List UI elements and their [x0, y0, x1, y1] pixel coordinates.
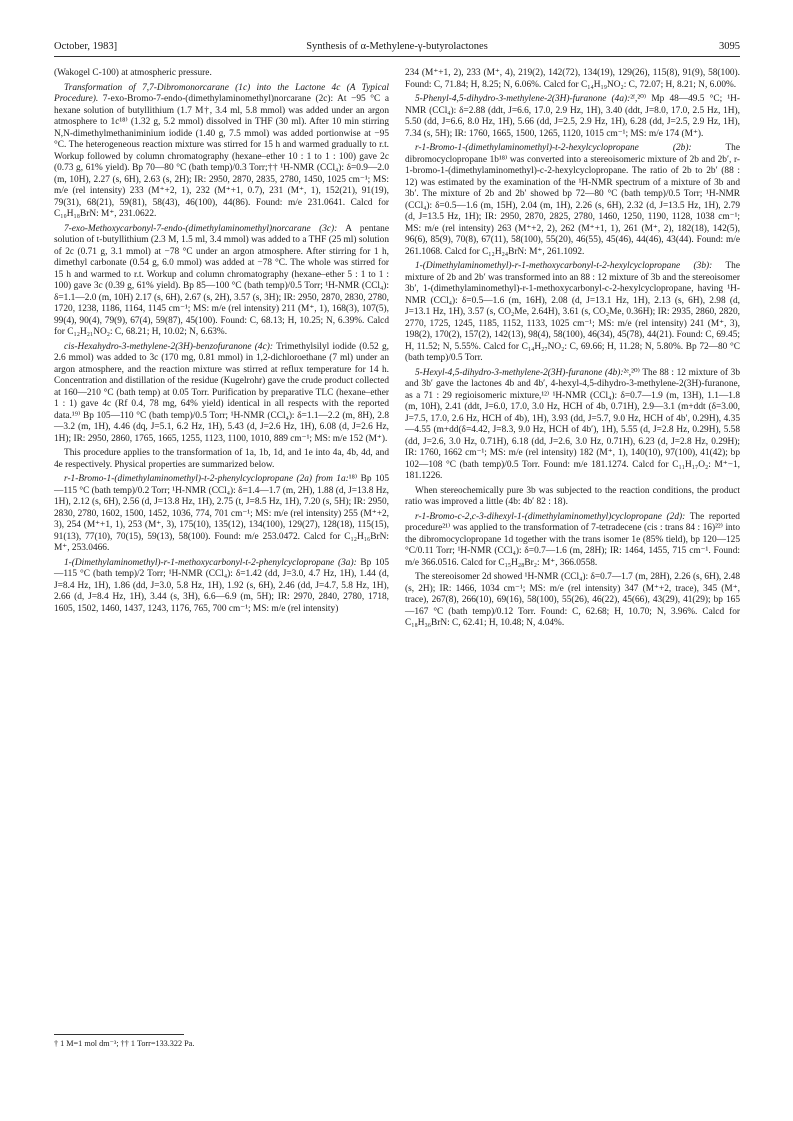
paragraph-heading: r-1-Bromo-1-(dimethylaminomethyl)-t-2-phenylcyclopropane (2a) from 1a:: [64, 474, 349, 484]
paragraph-heading: 5-Hexyl-4,5-dihydro-3-methylene-2(3H)-furanone (4b):: [415, 367, 624, 378]
paragraph: [405, 143, 740, 258]
paragraph-heading: r-1-Bromo-1-(dimethylaminomethyl)-t-2-hexylcyclopropane (2b):: [415, 143, 692, 153]
paragraph: [54, 474, 389, 555]
paragraph: [405, 486, 740, 509]
paragraph: [54, 342, 389, 446]
paragraph: [405, 368, 740, 483]
paragraph-text: ¹⁸⁾ Bp 105—115 °C (bath temp)/0.2 Torr; ¹H-NMR (CCl₄): δ=1.4—1.7 (m, 2H), 1.88 (d, J=13.8 Hz, 1H), 2.12 (s, 6H), 2.56 (d, J=13.8 Hz, 1H), 2.75 (t, J=8.5 Hz, 1H), 7.20 (s, 5H); IR: 2950, 2830, 2780, 1602, 1500, 1452, 1036, 774, 701 cm⁻¹; MS: m/e (rel intensity) 255 (M⁺+2, 3), 254 (M⁺+1, 1), 253 (M⁺, 3), 175(10), 135(12), 134(100), 129(27), 128(18), 115(15), 91(13), 77(10), 70(15), 59(13), 58(100). Found: m/e 253.0472. Calcd for C₁₂H₁₆BrN: M⁺, 253.0466.: [54, 474, 389, 553]
header-rule: [54, 56, 740, 57]
paragraph: [405, 512, 740, 570]
paragraph-text: 234 (M⁺+1, 2), 233 (M⁺, 4), 219(2), 142(72), 134(19), 129(26), 115(8), 91(9), 58(100). Found: C, 71.84; H, 8.25; N, 6.06%. Calcd for C₁₄H₁₉NO₂: C, 72.07; H, 8.21; N, 6.00%.: [405, 68, 740, 90]
paragraph-text: Trimethylsilyl iodide (0.52 g, 2.6 mmol) was added to 3c (170 mg, 0.81 mmol) in 1,2-dichloroethane (7 ml) under an argon atmosphere, and the reaction mixture was stirred at reflux temperature for 14 h. Concentration and distillation of the residue (Kugelrohr) gave the crude product collected at 160—210 °C (bath temp) at 0.05 Torr. Purification by preparative TLC (hexane–ether 1 : 1) gave 4c (Rf 0.4, 78 mg, 64% yield) identical in all respects with the reported data.¹⁹⁾ Bp 105—110 °C (bath temp)/0.5 Torr; ¹H-NMR (CCl₄): δ=1.1—2.2 (m, 8H), 2.8—3.2 (m, 1H), 4.46 (dq, J=5.1, 6.2 Hz, 1H), 5.43 (d, J=2.6 Hz, 1H), 6.08 (d, J=2.6 Hz, 1H); IR: 2950, 2860, 1765, 1665, 1255, 1123, 1100, 1010, 889 cm⁻¹; MS: m/e 152 (M⁺).: [54, 341, 389, 444]
paragraph: [54, 68, 389, 80]
paragraph: [54, 83, 389, 221]
paragraph-heading: 1-(Dimethylaminomethyl)-r-1-methoxycarbonyl-t-2-hexylcyclopropane (3b):: [415, 261, 713, 271]
footnote: † 1 M=1 mol dm⁻³; †† 1 Torr=133.322 Pa.: [54, 1039, 195, 1048]
paragraph: [405, 261, 740, 365]
paragraph: [405, 572, 740, 630]
page-number: 3095: [719, 41, 740, 52]
paragraph-text: The reported procedure²¹⁾ was applied to the transformation of 7-tetradecene (cis : trans 84 : 16)²²⁾ into the dibromocyclopropane 1d together with the trans isomer 1e (85% tield), bp 120—125 °C/0.11 Torr; ¹H-NMR (CCl₄): δ=0.7—1.6 (m, 28H); IR: 1464, 1455, 715 cm⁻¹. Found: m/e 366.0516. Calcd for C₁₅H₂₈Br₂: M⁺, 366.0558.: [405, 511, 740, 568]
right-column: [405, 68, 740, 630]
paragraph-text: This procedure applies to the transformation of 1a, 1b, 1d, and 1e into 4a, 4b, 4d, and 4e respectively. Physical properties are summarized below.: [54, 448, 389, 470]
header-title: Synthesis of α-Methylene-γ-butyrolactones: [306, 41, 488, 52]
paragraph-text: The dibromocyclopropane 1b¹⁸⁾ was converted into a stereoisomeric mixture of 2b and 2b′, r-1-bromo-1-(dimethylaminomethyl)-c-2-hexylcyclopropane. The ratio of 2b to 2b′ (88 : 12) was estimated by the examination of the ¹H-NMR spectrum of a mixture of 3b and 3b′. The mixture of 2b and 2b′ showed bp 72—80 °C (bath temp)/0.5 Torr; ¹H-NMR (CCl₄): δ=0.5—1.6 (m, 15H), 2.04 (m, 1H), 2.26 (s, 6H), 2.32 (d, J=13.5 Hz, 1H), 2.79 (d, J=13.5 Hz, 1H); IR: 2950, 2870, 2825, 2780, 1460, 1250, 1190, 1128, 1038 cm⁻¹; MS: m/e (rel intensity) 263 (M⁺+2, 2), 262 (M⁺+1, 1), 261 (M⁺, 2), 182(18), 142(5), 96(6), 85(9), 70(8), 67(11), 58(100), 55(20), 46(55), 45(46), 44(46), 43(44). Found: m/e 261.1068. Calcd for C₁₂H₂₄BrN: M⁺, 261.1092.: [405, 143, 740, 257]
paragraph-heading: 1-(Dimethylaminomethyl)-r-1-methoxycarbonyl-t-2-phenylcyclopropane (3a):: [64, 557, 357, 568]
header-date: October, 1983]: [54, 41, 118, 52]
paragraph-heading: cis-Hexahydro-3-methylene-2(3H)-benzofuranone (4c):: [64, 341, 273, 352]
paragraph: [405, 68, 740, 91]
paragraph-text: A pentane solution of t-butyllithium (2.3 M, 1.5 ml, 3.4 mmol) was added to a THF (25 ml) solution of 2c (0.71 g, 3.1 mmol) at −78 °C under an argon atmosphere. After stirring for 1 h, dimethyl carbonate (0.54 g, 6.0 mmol) was added at −78 °C. The whole was stirred for 15 h and warmed to r.t. Workup and column chromatography (hexane–ether 5 : 1 to 1 : 100) gave 3c (0.39 g, 61% yield). Bp 85—100 °C (bath temp)/0.5 Torr; ¹H-NMR (CCl₄): δ=1.1—2.0 (m, 10H) 2.17 (s, 6H), 2.67 (s, 2H), 3.57 (s, 3H); IR: 2950, 2870, 2830, 2780, 1720, 1238, 1186, 1164, 1145 cm⁻¹; MS: m/e (rel intensity) 211 (M⁺, 1), 168(3), 107(5), 99(4), 90(4), 79(9), 67(4), 59(87), 45(100). Found: C, 68.13; H, 10.25; N, 6.39%. Calcd for C₁₂H₂₁NO₂: C, 68.21; H, 10.02; N, 6.63%.: [54, 223, 389, 337]
footnote-rule: [54, 1034, 184, 1035]
paragraph-heading: Transformation of 7,7-Dibromonorcarane (1c) into the Lactone 4c (A Typical Procedure).: [54, 82, 389, 104]
paragraph-text: ²ᶠ,²⁰⁾ Mp 48—49.5 °C; ¹H-NMR (CCl₄): δ=2.88 (ddt, J=6.6, 17.0, 2.9 Hz, 1H), 3.40 (ddt, J=8.0, 17.0, 2.5 Hz, 1H), 5.50 (dd, J=6.6, 8.0 Hz, 1H), 5.66 (dd, J=2.5, 2.9 Hz, 1H), 6.28 (dd, J=2.5, 2.9 Hz, 1H), 7.34 (s, 5H); IR: 1760, 1665, 1500, 1265, 1120, 1015 cm⁻¹; MS: m/e 174 (M⁺).: [405, 94, 741, 139]
paragraph-heading: r-1-Bromo-c-2,c-3-dihexyl-1-(dimethylaminomethyl)cyclopropane (2d):: [415, 511, 686, 522]
running-header: [54, 40, 740, 54]
paragraph-heading: 7-exo-Methoxycarbonyl-7-endo-(dimethylaminomethyl)norcarane (3c):: [64, 223, 338, 234]
paragraph: [54, 224, 389, 339]
paragraph-text: (Wakogel C-100) at atmospheric pressure.: [54, 68, 212, 78]
paragraph-text: 7-exo-Bromo-7-endo-(dimethylaminomethyl)norcarane (2c): At −95 °C a hexane solution of butyllithium (1.7 M†, 3.4 ml, 5.8 mmol) was added under an argon atmosphere to 1c¹⁸⁾ (1.32 g, 5.2 mmol) dissolved in THF (30 ml). After 10 min stirring N,N-dimethylmethaniminium iodide (1.40 g, 7.5 mmol) was added portionwise at −95 °C. The heterogeneous reaction mixture was stirred for 15 h and warmed gradually to r.t. Workup followed by column chromatography (hexane–ether 10 : 1 to 1 : 100) gave 2c (0.73 g, 61% yield). Bp 70—80 °C (bath temp)/0.3 Torr;†† ¹H-NMR (CCl₄): δ=0.9—2.0 (m, 10H), 2.27 (s, 6H), 2.63 (s, 2H); IR: 2950, 2870, 2835, 2780, 1450, 1025 cm⁻¹; MS: m/e (rel intensity) 233 (M⁺+2, 1), 232 (M⁺+1, 0.7), 231 (M⁺, 1), 152(21), 91(19), 79(31), 68(21), 59(81), 58(43), 46(100), 44(86). Found: m/e 231.0641. Calcd for C₁₀H₁₈BrN: M⁺, 231.0622.: [54, 94, 389, 219]
paragraph-text: Bp 105—115 °C (bath temp)/2 Torr; ¹H-NMR (CCl₄): δ=1.42 (dd, J=3.0, 4.7 Hz, 1H), 1.44 (d, J=8.4 Hz, 1H), 1.86 (dd, J=3.0, 5.8 Hz, 1H), 1.92 (s, 6H), 2.46 (dd, J=4.7, 5.8 Hz, 1H), 2.66 (d, J=8.4 Hz, 1H), 3.44 (s, 3H), 6.6—6.9 (m, 5H); IR: 2970, 2840, 2780, 1718, 1605, 1502, 1460, 1437, 1243, 1176, 765, 700 cm⁻¹; MS: m/e (rel intensity): [54, 557, 389, 614]
paragraph-heading: 5-Phenyl-4,5-dihydro-3-methylene-2(3H)-furanone (4a):: [415, 94, 631, 104]
paragraph-text: The stereoisomer 2d showed ¹H-NMR (CCl₄): δ=0.7—1.7 (m, 28H), 2.26 (s, 6H), 2.48 (s, 2H); IR: 1466, 1034 cm⁻¹; MS: m/e (rel intensity) 347 (M⁺+2, trace), 345 (M⁺, trace), 267(8), 266(10), 69(16), 58(100), 55(26), 46(22), 45(66), 43(29), 41(29); bp 165—167 °C (bath temp)/0.12 Torr. Found: C, 62.68; H, 10.70; N, 3.96%. Calcd for C₁₈H₃₆BrN: C, 62.41; H, 10.48; N, 4.04%.: [405, 572, 740, 628]
paragraph: [54, 558, 389, 616]
left-column: [54, 68, 389, 615]
paragraph-text: The mixture of 2b and 2b′ was transformed into an 88 : 12 mixture of 3b and the stereoisomer 3b′, 1-(dimethylaminomethyl)-r-1-methoxycarbonyl-c-2-hexylcyclopropane, having ¹H-NMR (CCl₄): δ=0.5—1.6 (m, 16H), 2.08 (d, J=13.1 Hz, 1H), 2.13 (s, 6H), 2.98 (d, J=13.1 Hz, 1H), 3.57 (s, CO₂Me, 2.64H), 3.61 (s, CO₂Me, 0.36H); IR: 2935, 2860, 2820, 2770, 1725, 1245, 1185, 1152, 1133, 1025 cm⁻¹; MS: m/e (rel intensity) 241 (M⁺, 3), 198(2), 170(2), 157(2), 142(13), 98(4), 58(100), 46(34), 45(78), 44(21). Found: C, 69.45; H, 11.52; N, 5.55%. Calcd for C₁₄H₂₇NO₂: C, 69.66; H, 11.28; N, 5.80%. Bp 72—80 °C (bath temp)/0.5 Torr.: [405, 261, 740, 363]
paragraph: [54, 448, 389, 471]
paragraph-text: ²ᵉ,²⁰⁾ The 88 : 12 mixture of 3b and 3b′ gave the lactones 4b and 4b′, 4-hexyl-4,5-dihydro-3-methylene-2(3H)-furanone, as a 71 : 29 regioisomeric mixture,¹²⁾ ¹H-NMR (CCl₄): δ=0.7—1.9 (m, 13H), 1.1—1.8 (m, 10H), 2.41 (ddt, J=6.0, 17.0, 3.0 Hz, HCH of 4b, 0.71H), 2.9—3.1 (m+ddt (δ=3.00, J=7.5, 17.0, 2.6 Hz, HCH of 4b), 1H), 3.93 (dd, J=5.7, 9.0 Hz, HCH of 4b′, 0.29H), 4.35—4.55 (m+dd(δ=4.42, J=8.3, 9.0 Hz, HCH of 4b′), 1H), 5.55 (d, J=2.8 Hz, 0.29H), 5.58 (dd, J=2.6, 3.0 Hz, 0.71H), 6.18 (dd, J=2.6, 3.0 Hz, 0.71H), 6.23 (d, J=2.8 Hz, 0.29H); IR: 1760, 1662 cm⁻¹; MS: m/e (rel intensity) 182 (M⁺, 1), 140(10), 97(100), 41(42); bp 102—108 °C (bath temp)/0.5 Torr. Found: m/e 181.1274. Calcd for C₁₁H₁₇O₂: M⁺−1, 181.1226.: [405, 367, 741, 481]
paragraph-text: When stereochemically pure 3b was subjected to the reaction conditions, the product ratio was improved a little (4b: 4b′ 82 : 18).: [405, 485, 740, 507]
paragraph: [405, 94, 740, 140]
